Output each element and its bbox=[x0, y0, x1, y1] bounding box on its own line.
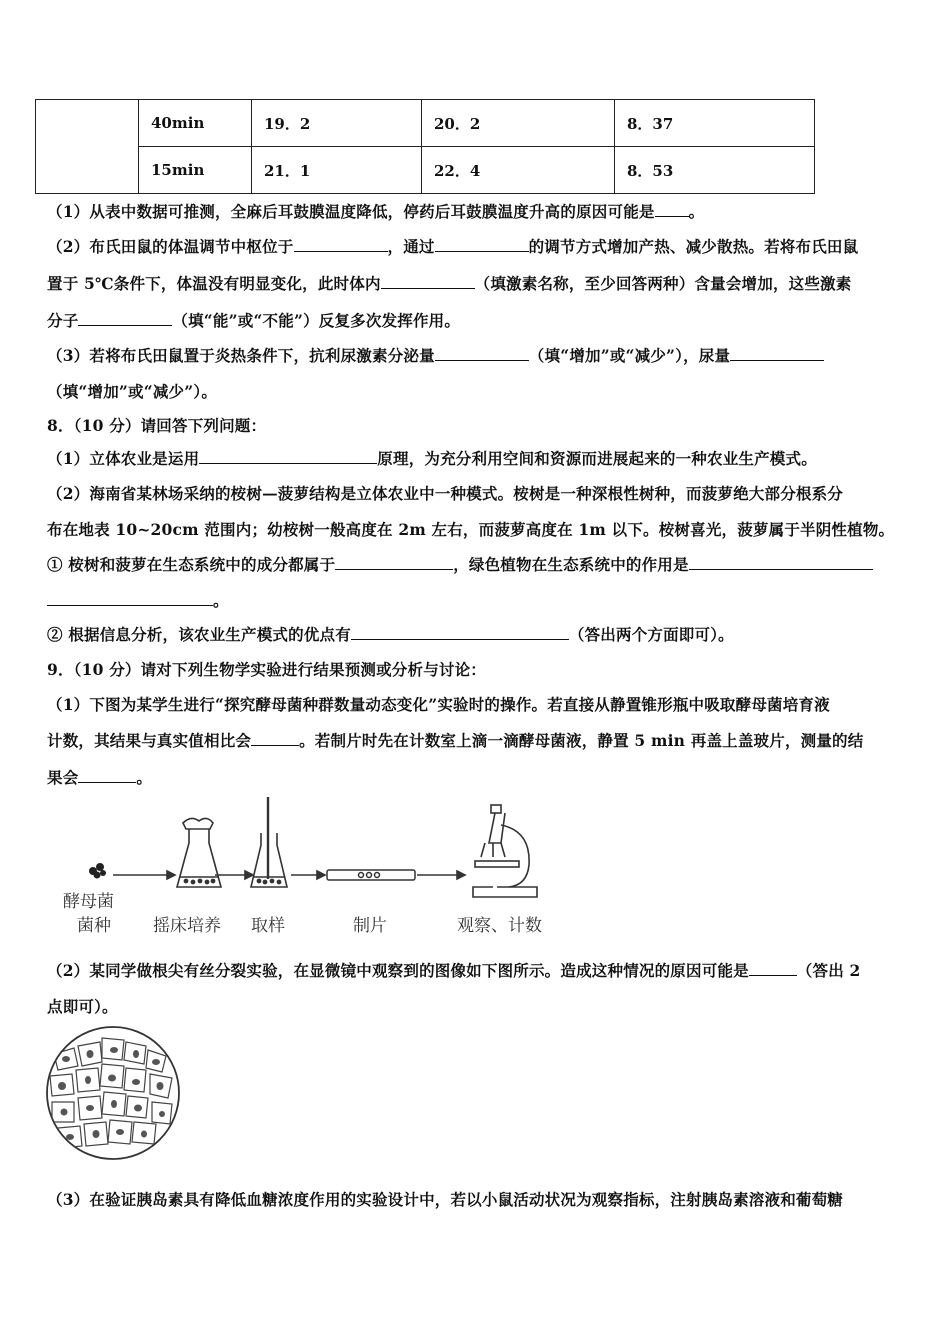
q7-p2-text-a: （2）布氏田鼠的体温调节中枢位于 bbox=[47, 237, 294, 256]
q7-p3-text-c: （填“增加”或“减少”）。 bbox=[47, 382, 218, 401]
q8-p2-text-a: （2）海南省某林场采纳的桉树—菠萝结构是立体农业中一种模式。桉树是一种深根性树种，而菠萝绝大部分根系分 bbox=[47, 484, 843, 503]
yeast-experiment-figure bbox=[55, 795, 565, 945]
answer-blank[interactable] bbox=[199, 449, 377, 464]
q7-part2-line2 bbox=[47, 272, 851, 294]
q9-p3-text: （3）在验证胰岛素具有降低血糖浓度作用的实验设计中，若以小鼠活动状况为观察指标，注射胰岛素溶液和葡萄糖 bbox=[47, 1190, 843, 1209]
q8-sub1-line2 bbox=[47, 589, 229, 611]
q9-p1-text-d: 果会 bbox=[47, 768, 79, 787]
table-cell-time: 15min bbox=[139, 147, 252, 194]
answer-blank[interactable] bbox=[47, 591, 213, 606]
q8-part2-line1 bbox=[47, 482, 843, 504]
q8-s1-text-a: ① 桉树和菠萝在生态系统中的成分都属于 bbox=[47, 555, 336, 574]
answer-blank[interactable] bbox=[251, 731, 299, 746]
sampling-flask-icon bbox=[251, 797, 287, 887]
q9-p2-text-b: （答出 2 bbox=[796, 961, 861, 980]
q8-title bbox=[47, 414, 266, 436]
q8-p1-text-b: 原理，为充分利用空间和资源而进展起来的一种农业生产模式。 bbox=[377, 449, 817, 468]
flow-arrows bbox=[113, 871, 465, 879]
q9-part2-line2 bbox=[47, 995, 118, 1017]
table-cell-time: 40min bbox=[139, 100, 252, 147]
answer-blank[interactable] bbox=[78, 768, 136, 783]
q7-part3-line2 bbox=[47, 380, 217, 402]
q8-part2-line2 bbox=[47, 518, 894, 540]
q7-p3-text-a: （3）若将布氏田鼠置于炎热条件下，抗利尿激素分泌量 bbox=[47, 346, 435, 365]
answer-blank[interactable] bbox=[335, 555, 453, 570]
q9-part1-line1 bbox=[47, 693, 830, 715]
label-yeast: 酵母菌 bbox=[63, 892, 114, 912]
answer-blank[interactable] bbox=[655, 202, 689, 217]
answer-blank[interactable] bbox=[351, 625, 569, 640]
q8-sub2 bbox=[47, 623, 734, 645]
q8-s2-text-a: ② 根据信息分析，该农业生产模式的优点有 bbox=[47, 625, 351, 644]
table-cell: 8．37 bbox=[615, 100, 815, 147]
answer-blank[interactable] bbox=[381, 274, 475, 289]
answer-blank[interactable] bbox=[294, 237, 388, 252]
q7-p2-text-b: ，通过 bbox=[387, 237, 435, 256]
q9-p2-text-c: 点即可）。 bbox=[47, 997, 118, 1016]
slide-icon bbox=[327, 870, 415, 880]
q9-title bbox=[47, 658, 486, 680]
q8-p1-text-a: （1）立体农业是运用 bbox=[47, 449, 200, 468]
q9-p1-text-b: 计数，其结果与真实值相比会 bbox=[47, 731, 252, 750]
q8-s1-end: 。 bbox=[213, 591, 229, 610]
table-cell: 19．2 bbox=[252, 100, 422, 147]
q8-p2-text-b: 布在地表 10~20cm 范围内；幼桉树一般高度在 2m 左右，而菠萝高度在 1m 以下。桉树喜光，菠萝属于半阴性植物。 bbox=[47, 520, 895, 539]
q7-part2-line3 bbox=[47, 309, 460, 331]
table-cell: 21．1 bbox=[252, 147, 422, 194]
q7-p1-end: 。 bbox=[688, 202, 705, 221]
q9-part2-line1 bbox=[47, 959, 860, 981]
q9-p1-text-e: 。 bbox=[136, 768, 153, 787]
label-shaker-culture: 摇床培养 bbox=[153, 916, 221, 936]
q7-p2-text-f: 分子 bbox=[47, 311, 79, 330]
q7-p2-text-d: 置于 5℃条件下，体温没有明显变化，此时体内 bbox=[47, 274, 381, 293]
microscope-icon bbox=[473, 805, 537, 897]
q9-part3 bbox=[47, 1188, 843, 1210]
q8-s1-text-b: ，绿色植物在生态系统中的作用是 bbox=[453, 555, 689, 574]
q9-p1-text-c: 。若制片时先在计数室上滴一滴酵母菌液，静置 5 min 再盖上盖玻片，测量的结 bbox=[299, 731, 864, 750]
q9-part1-line3 bbox=[47, 766, 152, 788]
yeast-culture-icon bbox=[89, 863, 106, 879]
label-sampling: 取样 bbox=[251, 916, 285, 936]
q7-p2-text-c: 的调节方式增加产热、减少散热。若将布氏田鼠 bbox=[528, 237, 859, 256]
conical-flask-icon bbox=[177, 818, 221, 887]
label-observe-count: 观察、计数 bbox=[457, 916, 542, 936]
q7-p2-text-g: （填“能”或“不能”）反复多次发挥作用。 bbox=[172, 311, 461, 330]
table-row bbox=[36, 147, 815, 194]
table-row bbox=[36, 100, 815, 147]
q7-part2-line1 bbox=[47, 235, 858, 257]
answer-blank[interactable] bbox=[435, 237, 529, 252]
label-slide-making: 制片 bbox=[353, 916, 387, 936]
label-strain: 菌种 bbox=[77, 916, 111, 936]
answer-blank[interactable] bbox=[435, 346, 529, 361]
q7-p3-text-b: （填“增加”或“减少”），尿量 bbox=[528, 346, 731, 365]
answer-blank[interactable] bbox=[749, 961, 797, 976]
q9-title-text: 9．（10 分）请对下列生物学实验进行结果预测或分析与讨论： bbox=[47, 660, 487, 679]
table-cell: 20．2 bbox=[422, 100, 615, 147]
q7-p1-text: （1）从表中数据可推测，全麻后耳鼓膜温度降低，停药后耳鼓膜温度升高的原因可能是 bbox=[47, 202, 655, 221]
q9-p1-text-a: （1）下图为某学生进行“探究酵母菌种群数量动态变化”实验时的操作。若直接从静置锥形瓶中吸取酵母菌培育液 bbox=[47, 695, 830, 714]
table-cell: 8．53 bbox=[615, 147, 815, 194]
q8-part1 bbox=[47, 447, 817, 469]
q9-part1-line2 bbox=[47, 729, 863, 751]
table-cell: 22．4 bbox=[422, 147, 615, 194]
microscope-field-figure bbox=[44, 1024, 182, 1162]
answer-blank[interactable] bbox=[78, 311, 172, 326]
q8-title-text: 8．（10 分）请回答下列问题： bbox=[47, 416, 267, 435]
answer-blank[interactable] bbox=[730, 346, 824, 361]
answer-blank[interactable] bbox=[689, 555, 873, 570]
q8-s2-text-b: （答出两个方面即可）。 bbox=[568, 625, 734, 644]
q7-p2-text-e: （填激素名称，至少回答两种）含量会增加，这些激素 bbox=[474, 274, 852, 293]
q9-p2-text-a: （2）某同学做根尖有丝分裂实验，在显微镜中观察到的图像如下图所示。造成这种情况的原因可能是 bbox=[47, 961, 749, 980]
q7-part3-line1 bbox=[47, 344, 824, 366]
q7-part1 bbox=[47, 200, 704, 222]
q8-sub1-line1 bbox=[47, 553, 873, 575]
data-table bbox=[35, 99, 815, 194]
table-merged-cell bbox=[36, 100, 139, 194]
